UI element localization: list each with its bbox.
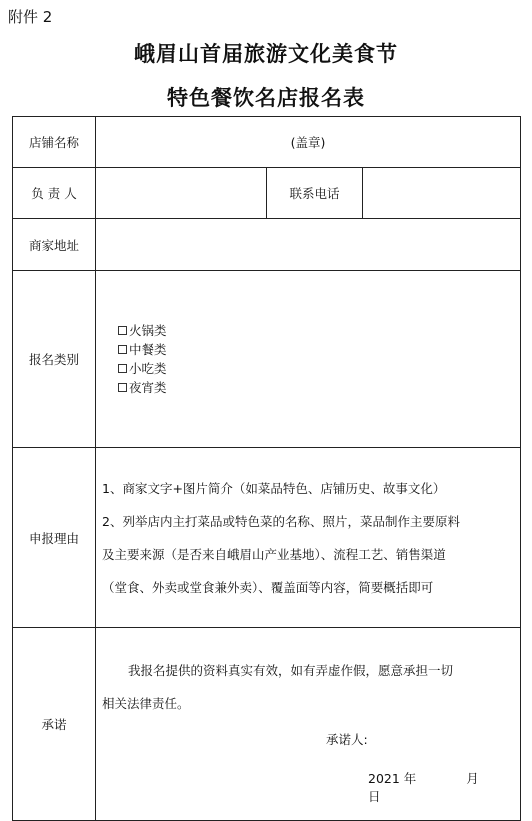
shop-name-label: 店铺名称: [13, 117, 96, 168]
person-field[interactable]: [96, 168, 267, 219]
address-field[interactable]: [96, 219, 521, 271]
person-row: [13, 168, 521, 219]
address-label: 商家地址: [13, 219, 96, 271]
category-option-label: 小吃类: [129, 361, 167, 376]
phone-field[interactable]: [363, 168, 521, 219]
pledge-text-line-1: 我报名提供的资料真实有效，如有弄虚作假，愿意承担一切: [128, 663, 454, 678]
pledge-date: [368, 769, 520, 805]
category-option-label: 火锅类: [129, 323, 167, 338]
phone-label: 联系电话: [267, 168, 363, 219]
category-option-snack[interactable]: [118, 359, 520, 378]
reason-instructions: [96, 448, 521, 628]
checkbox-icon[interactable]: [118, 326, 127, 335]
registration-form-table: [12, 116, 521, 821]
reason-item-2-line-3: （堂食、外卖或堂食兼外卖）、覆盖面等内容，简要概括即可: [102, 579, 434, 595]
category-option-chinese[interactable]: [118, 340, 520, 359]
pledge-row: [13, 628, 521, 821]
pledge-text-line-2: 相关法律责任。: [102, 696, 190, 711]
category-option-hotpot[interactable]: [118, 321, 520, 340]
address-row: [13, 219, 521, 271]
reason-row: [13, 448, 521, 628]
reason-item-2-line-2: 及主要来源（是否来自峨眉山产业基地）、流程工艺、销售渠道: [102, 546, 446, 562]
seal-note: (盖章): [290, 135, 326, 150]
checkbox-icon[interactable]: [118, 364, 127, 373]
reason-item-1: 1、商家文字+图片简介（如菜品特色、店铺历史、故事文化）: [102, 480, 446, 496]
form-title-line-1: 峨眉山首届旅游文化美食节: [134, 41, 398, 66]
shop-name-field[interactable]: [96, 117, 521, 168]
pledge-content: [96, 628, 521, 821]
shop-name-row: [13, 117, 521, 168]
signer-label: 承诺人:: [326, 732, 368, 747]
date-year: 2021 年: [368, 771, 417, 786]
category-label: 报名类别: [13, 271, 96, 448]
reason-label: 申报理由: [13, 448, 96, 628]
pledge-label: 承诺: [13, 628, 96, 821]
category-options: [96, 271, 521, 448]
form-title-line-2: 特色餐饮名店报名表: [167, 85, 365, 110]
category-option-label: 中餐类: [129, 342, 167, 357]
category-option-nightsnack[interactable]: [118, 378, 520, 397]
category-row: [13, 271, 521, 448]
attachment-number: 附件 2: [8, 8, 53, 26]
reason-item-2-line-1: 2、列举店内主打菜品或特色菜的名称、照片，菜品制作主要原料: [102, 513, 460, 529]
person-label: 负 责 人: [13, 168, 96, 219]
checkbox-icon[interactable]: [118, 345, 127, 354]
category-option-label: 夜宵类: [129, 380, 167, 395]
date-month: 月: [466, 771, 479, 786]
checkbox-icon[interactable]: [118, 383, 127, 392]
date-day: 日: [368, 789, 381, 804]
